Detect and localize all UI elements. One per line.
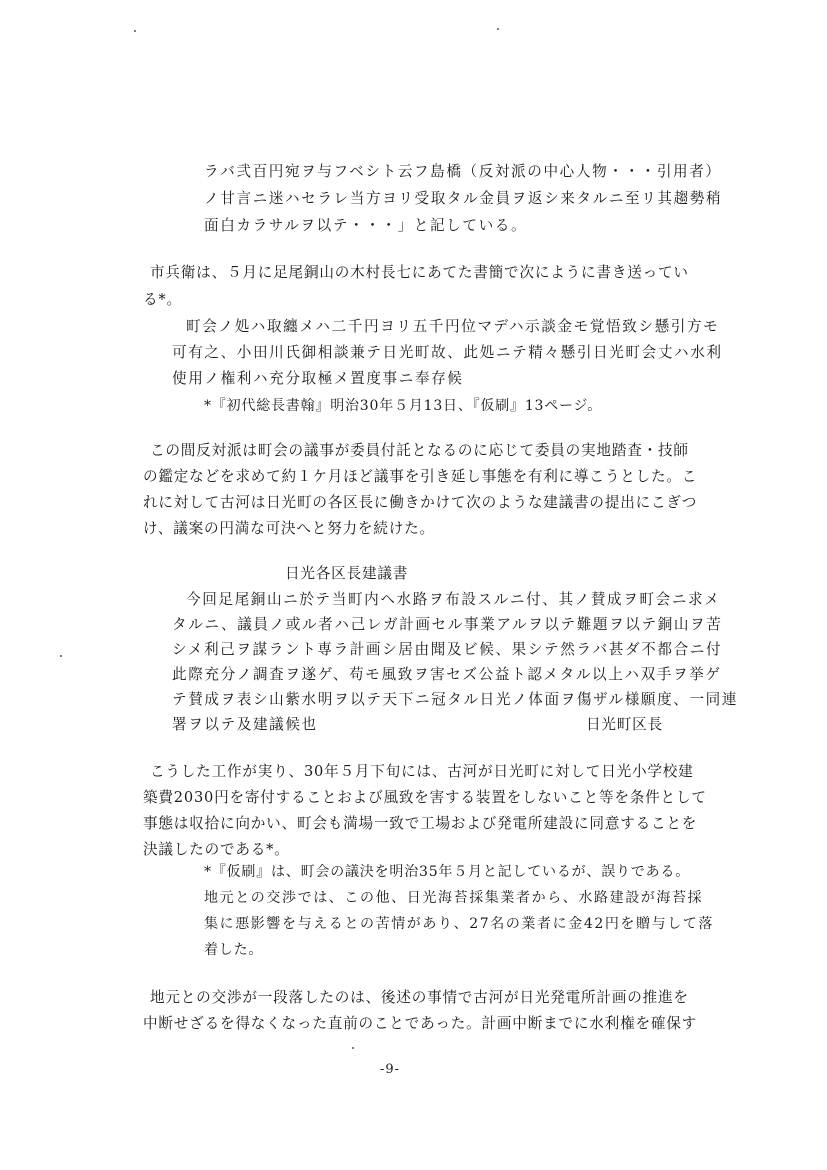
text-line: 町会ノ処ハ取纏メハ二千円ヨリ五千円位マデハ示談金モ覚悟致シ懸引方モ xyxy=(186,318,720,335)
text-line: れに対して古河は日光町の各区長に働きかけて次のような建議書の提出にこぎつ xyxy=(143,494,698,511)
text-line: テ賛成ヲ表シ山紫水明ヲ以テ天下ニ冠タル日光ノ体面ヲ傷ザル様願度、一同連 xyxy=(172,691,739,708)
scan-speck xyxy=(497,28,499,30)
text-line: シメ利己ヲ謀ラント専ラ計画シ居由聞及ビ候、果シテ然ラバ甚ダ不都合ニ付 xyxy=(172,641,723,658)
text-line: 地元との交渉が一段落したのは、後述の事情で古河が日光発電所計画の推進を xyxy=(150,989,689,1006)
petition-title: 日光各区長建議書 xyxy=(285,565,409,582)
text-line: 面白カラサルヲ以テ・・・」と記している。 xyxy=(204,217,528,234)
footnote: *『初代総長書翰』明治30年５月13日、『仮刷』13ページ。 xyxy=(204,398,603,414)
scan-speck xyxy=(134,30,136,32)
scan-speck xyxy=(352,1047,354,1049)
text-line: 築費2030円を寄付することおよび風致を害する装置をしないこと等を条件として xyxy=(143,789,707,806)
text-line: 署ヲ以テ及建議候也 xyxy=(172,716,318,733)
text-line: 可有之、小田川氏御相談兼テ日光町故、此処ニテ精々懸引日光町会丈ハ水利 xyxy=(172,344,723,361)
footnote: 着した。 xyxy=(204,942,264,958)
text-line: 市兵衛は、５月に足尾銅山の木村長七にあてた書簡で次にように書き送ってい xyxy=(150,264,689,281)
page-number: -9- xyxy=(380,1062,401,1077)
text-line: け、議案の円満な可決へと努力を続けた。 xyxy=(143,520,435,537)
text-line: 事態は収拾に向かい、町会も満場一致で工場および発電所建設に同意することを xyxy=(143,815,698,832)
text-line: 中断せざるを得なくなった直前のことであった。計画中断までに水利権を確保す xyxy=(143,1015,698,1032)
text-line: タルニ、議員ノ或ル者ハ己レガ計画セル事業アルヲ以テ難題ヲ以テ銅山ヲ苦 xyxy=(172,616,723,633)
text-line: 今回足尾銅山ニ於テ当町内ヘ水路ヲ布設スルニ付、其ノ賛成ヲ町会ニ求メ xyxy=(186,591,721,608)
petition-signature: 日光町区長 xyxy=(586,716,663,733)
scan-speck xyxy=(60,655,62,657)
text-line: この間反対派は町会の議事が委員付託となるのに応じて委員の実地踏査・技師 xyxy=(150,442,689,459)
text-line: ノ甘言ニ迷ハセラレ当方ヨリ受取タル金員ヲ返シ来タルニ至リ其趨勢稍 xyxy=(204,190,723,207)
footnote: 集に悪影響を与えるとの苦情があり、27名の業者に金42円を贈与して落 xyxy=(204,916,715,932)
text-line: こうした工作が実り、30年５月下旬には、古河が日光町に対して日光小学校建 xyxy=(150,763,694,780)
footnote: *『仮刷』は、町会の議決を明治35年５月と記しているが、誤りである。 xyxy=(204,864,691,880)
text-line: ラバ弐百円宛ヲ与フベシト云フ島橋（反対派の中心人物・・・引用者） xyxy=(204,163,722,180)
text-line: 使用ノ権利ハ充分取極メ置度事ニ奉存候 xyxy=(172,370,464,387)
text-line: の鑑定などを求めて約１ケ月ほど議事を引き延し事態を有利に導こうとした。こ xyxy=(143,468,698,485)
text-line: 決議したのである*。 xyxy=(143,841,290,858)
text-line: る*。 xyxy=(143,291,182,308)
footnote: 地元との交渉では、この他、日光海苔採集業者から、水路建設が海苔採 xyxy=(204,890,704,906)
text-line: 此際充分ノ調査ヲ遂ゲ、苟モ風致ヲ害セズ公益ト認メタル以上ハ双手ヲ挙ゲ xyxy=(172,666,722,683)
